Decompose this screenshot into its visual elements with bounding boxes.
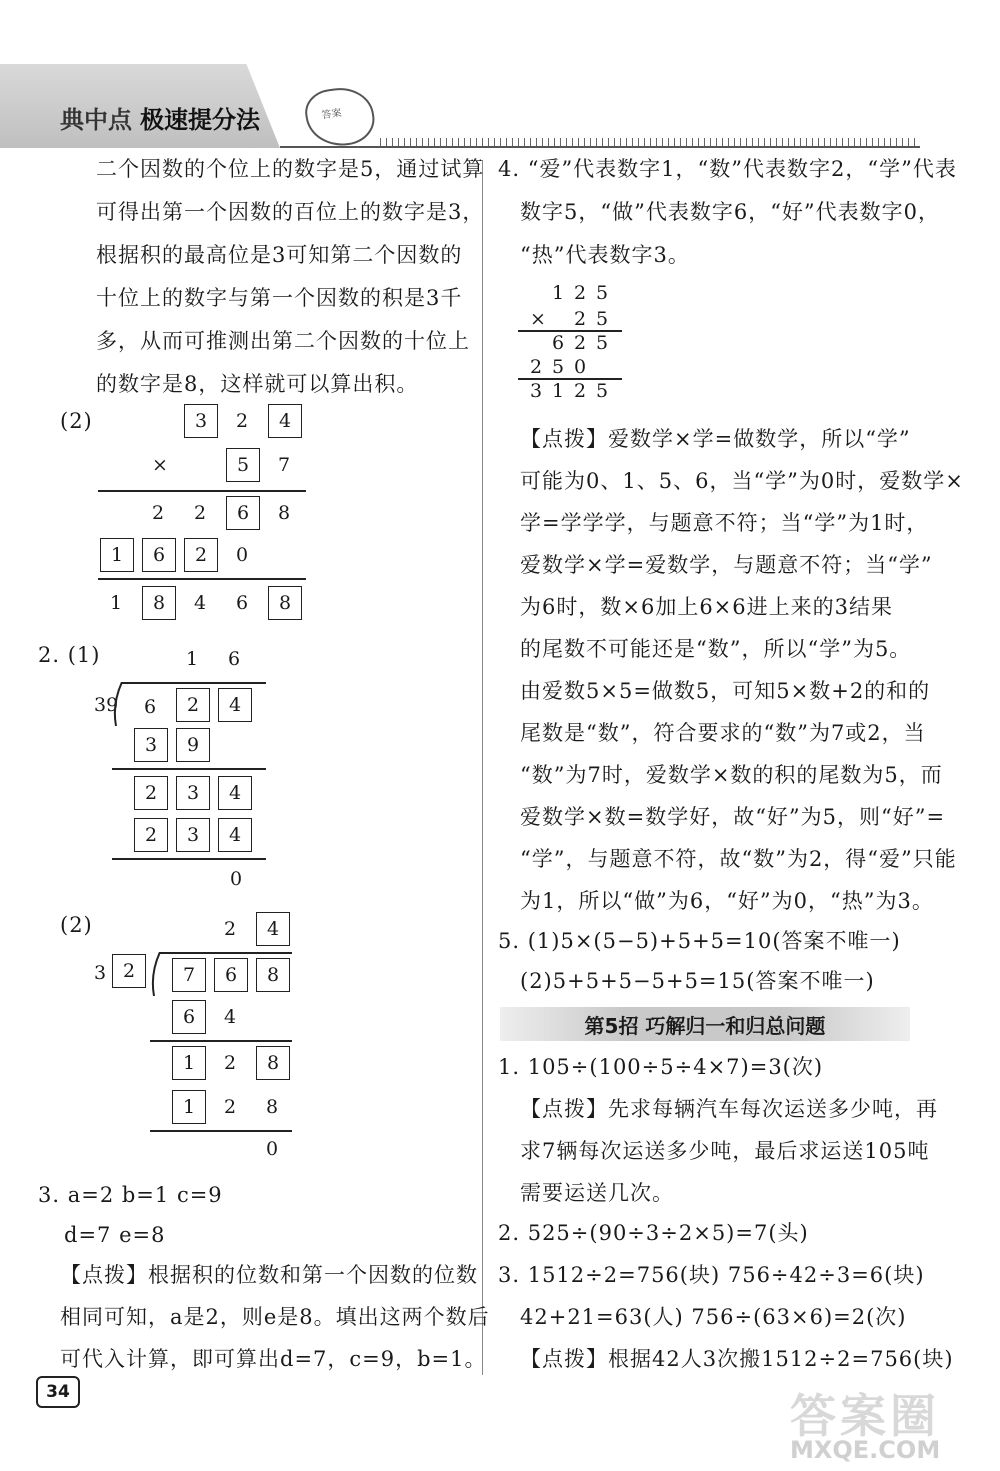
logo-mark: 典中点 [60,106,132,134]
digit-box: 4 [218,688,252,722]
header-ruler [380,138,920,146]
intro-line: 可得出第一个因数的百位上的数字是3， [96,200,485,224]
question-label: 2. (1) [38,643,101,667]
digit: 2 [236,410,249,432]
digit-box: 7 [172,958,206,992]
division-bar [122,682,266,684]
digit-box: 1 [172,1090,206,1124]
digit-box: 4 [218,776,252,810]
digit-box: 8 [142,586,176,620]
digit: 6 [228,648,241,670]
digit-box: 6 [172,1000,206,1034]
digit-box: 8 [268,586,302,620]
answer-line: “热”代表数字3。 [520,243,690,267]
digit: 1 [552,282,565,304]
digit: 2 [574,332,587,354]
digit-box: 2 [176,688,210,722]
question-label: (2) [60,913,93,937]
hint-line: 为1，所以“做”为6，“好”为0，“热”为3。 [520,889,934,913]
hint-line: 尾数是“数”，符合要求的“数”为7或2，当 [520,721,926,745]
remainder: 0 [266,1138,279,1160]
watermark-url: MXQE.COM [790,1436,941,1464]
answer-line: 2. 525÷(90÷3÷2×5)=7(头) [498,1221,809,1245]
digit: 8 [278,502,291,524]
watermark: 答案圈 [790,1389,940,1443]
rule-line [98,490,306,492]
hint-line: 由爱数5×5=做数5，可知5×数+2的和的 [520,679,931,703]
hint-line: 需要运送几次。 [520,1181,674,1205]
digit-box: 1 [100,538,134,572]
division-bracket [150,952,164,996]
digit: 1 [110,592,123,614]
hint-line: 爱数学×学=爱数学，与题意不符；当“学” [520,553,933,577]
digit-box: 2 [112,954,146,988]
hint-line: 可代入计算，即可算出d=7，c=9，b=1。 [60,1347,487,1371]
digit-box: 3 [176,818,210,852]
digit-box: 1 [172,1046,206,1080]
digit: 8 [266,1096,279,1118]
digit: 5 [596,282,609,304]
digit: 2 [152,502,165,524]
rule-line [98,578,306,580]
answer-line: 42+21=63(人) 756÷(63×6)=2(次) [520,1305,907,1329]
digit: 5 [596,380,609,402]
rule-line [112,768,266,770]
hint-line: 【点拨】爱数学×学=做数学，所以“学” [520,427,911,451]
hint-line: 爱数学×数=数学好，故“好”为5，则“好”= [520,805,946,829]
intro-line: 根据积的最高位是3可知第二个因数的 [96,243,463,267]
digit: 2 [224,1052,237,1074]
answer-line: d=7 e=8 [64,1223,166,1247]
digit-box: 2 [134,818,168,852]
hint-line: “学”，与题意不符，故“数”为2，得“爱”只能 [520,847,957,871]
answer-line: 1. 105÷(100÷5÷4×7)=3(次) [498,1055,824,1079]
digit: 6 [144,696,157,718]
intro-line: 十位上的数字与第一个因数的积是3千 [96,286,463,310]
digit-box: 2 [134,776,168,810]
hint-line: 为6时，数×6加上6×6进上来的3结果 [520,595,893,619]
answer-line: 3. 1512÷2=756(块) 756÷42÷3=6(块) [498,1263,925,1287]
digit: 2 [574,282,587,304]
stamp-icon [302,84,377,151]
page-number: 34 [36,1376,80,1408]
digit: 2 [224,1096,237,1118]
stamp-text: 答案 [320,107,343,122]
divisor-digit: 3 [94,962,107,984]
digit-box: 8 [256,1046,290,1080]
digit-box: 3 [176,776,210,810]
intro-line: 的数字是8，这样就可以算出积。 [96,372,419,396]
digit-box: 2 [184,538,218,572]
digit-box: 6 [226,496,260,530]
digit: 4 [194,592,207,614]
hint-line: 学=学学学，与题意不符；当“学”为1时， [520,511,929,535]
digit: 5 [596,308,609,330]
book-title: 极速提分法 [140,106,260,134]
digit-box: 9 [176,728,210,762]
digit-box: 6 [142,538,176,572]
digit-box: 4 [218,818,252,852]
hint-line: 的尾数不可能还是“数”，所以“学”为5。 [520,637,912,661]
division-bar [160,952,292,954]
times-sign: × [530,308,546,330]
digit: 2 [530,356,543,378]
column-divider [482,160,483,1375]
division-bracket [112,682,126,726]
question-label: (2) [60,409,93,433]
digit: 6 [552,332,565,354]
answer-line: (2)5+5+5−5+5=15(答案不唯一) [520,969,875,993]
digit: 4 [224,1006,237,1028]
rule-line [150,1040,292,1042]
hint-line: 相同可知，a是2，则e是8。填出这两个数后 [60,1305,490,1329]
digit: 5 [596,332,609,354]
section-title: 第5招 巧解归一和归总问题 [500,1007,910,1041]
digit: 7 [278,454,291,476]
answer-line: 4. “爱”代表数字1，“数”代表数字2，“学”代表 [498,157,957,181]
hint-line: “数”为7时，爱数学×数的积的尾数为5，而 [520,763,943,787]
hint-line: 【点拨】根据积的位数和第一个因数的位数 [60,1263,478,1287]
digit: 2 [224,918,237,940]
digit-box: 8 [256,958,290,992]
remainder: 0 [230,868,243,890]
digit: 0 [574,356,587,378]
intro-line: 二个因数的个位上的数字是5，通过试算 [96,157,485,181]
digit: 2 [574,380,587,402]
digit-box: 6 [214,958,248,992]
hint-line: 求7辆每次运送多少吨，最后求运送105吨 [520,1139,930,1163]
rule-line [112,858,266,860]
digit-box: 4 [268,404,302,438]
hint-line: 【点拨】先求每辆汽车每次运送多少吨，再 [520,1097,938,1121]
digit-box: 3 [184,404,218,438]
digit: 2 [194,502,207,524]
digit: 5 [552,356,565,378]
hint-line: 【点拨】根据42人3次搬1512÷2=756(块) [520,1347,954,1371]
book-logo [60,100,260,135]
answer-line: 数字5，“做”代表数字6，“好”代表数字0， [520,200,941,224]
digit-box: 5 [226,448,260,482]
digit: 0 [236,544,249,566]
answer-line: 5. (1)5×(5−5)+5+5=10(答案不唯一) [498,929,901,953]
digit-box: 4 [256,912,290,946]
hint-line: 可能为0、1、5、6，当“学”为0时，爱数学× [520,469,964,493]
digit: 6 [236,592,249,614]
intro-line: 多，从而可推测出第二个因数的十位上 [96,329,470,353]
digit-box: 3 [134,728,168,762]
digit: 2 [574,308,587,330]
digit: 1 [186,648,199,670]
answer-line: 3. a=2 b=1 c=9 [38,1183,223,1207]
rule-line [150,1130,292,1132]
header-rule [280,146,920,148]
divisor: 39 [94,694,119,716]
digit: 1 [552,380,565,402]
times-sign: × [152,454,168,476]
digit: 3 [530,380,543,402]
